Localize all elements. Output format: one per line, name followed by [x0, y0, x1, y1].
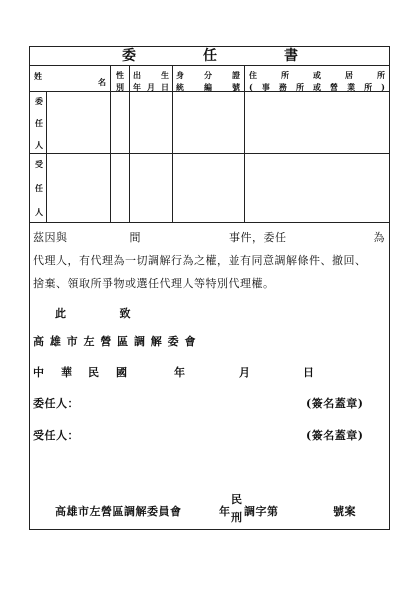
committee-name: 高 雄 市 左 營 區 調 解 委 會: [33, 335, 197, 348]
footer-criminal: 刑: [231, 511, 243, 524]
footer-case: 號案: [333, 505, 356, 518]
footer-year: 年: [219, 505, 231, 518]
agent-signature-label: 受任人：: [33, 429, 79, 442]
agent-seal-note: (簽名蓋章): [306, 429, 364, 442]
agent-row-label: 受 任 人: [35, 159, 43, 217]
footer-ref: 調字第: [244, 505, 279, 518]
form-title: 委 任 書: [122, 48, 298, 64]
closing-salutation: 此 致: [55, 307, 131, 320]
footer-civil: 民: [231, 493, 243, 506]
header-gender: 性 別: [116, 70, 124, 92]
body-line-1: 茲因與 間 事件，委任 為: [33, 231, 385, 244]
birth-column-line: [172, 65, 173, 222]
header-id: 身 分 證 統 編 號: [176, 70, 240, 92]
gender-column-line: [129, 65, 130, 222]
body-line-3: 捨棄、領取所爭物或選任代理人等特別代理權。: [33, 277, 275, 290]
header-name: 姓 名: [34, 71, 106, 87]
name-column-line: [110, 65, 111, 222]
side-label-column-line: [46, 91, 47, 222]
row-divider: [29, 153, 390, 154]
header-birth: 出 生 年 月 日: [133, 70, 169, 92]
footer-org: 高雄市左營區調解委員會: [55, 505, 182, 518]
date-line: 中 華 民 國 年 月 日: [33, 366, 315, 379]
title-divider: [29, 65, 390, 66]
principal-seal-note: (簽名蓋章): [306, 397, 364, 410]
principal-row-label: 委 任 人: [35, 96, 43, 150]
body-line-2: 代理人，有代理為一切調解行為之權，並有同意調解條件、撤回、: [33, 254, 367, 267]
header-address: 住 所 或 居 所 ( 事 務 所 或 營 業 所 ): [249, 70, 385, 92]
table-bottom-line: [29, 222, 390, 223]
principal-signature-label: 委任人：: [33, 397, 79, 410]
id-column-line: [244, 65, 245, 222]
